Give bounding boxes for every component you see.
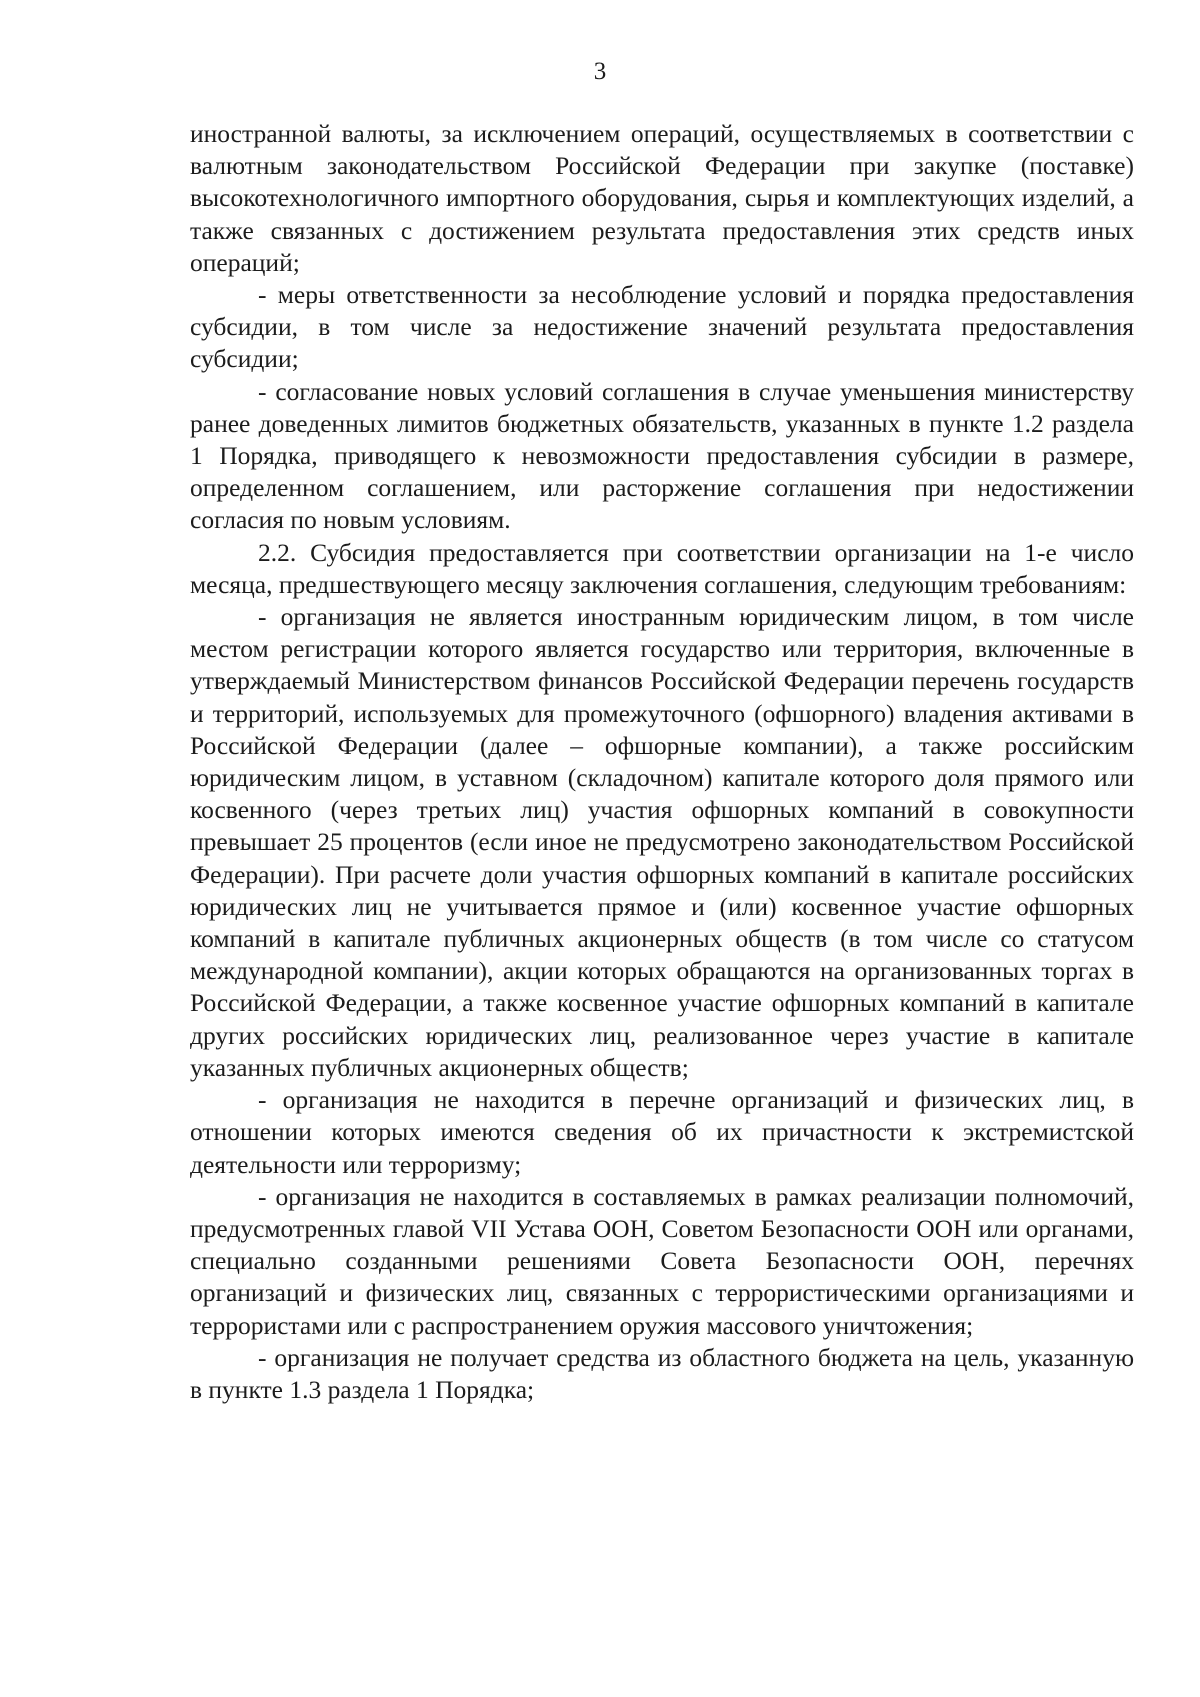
paragraph: иностранной валюты, за исключением операций, осуществляемых в соответствии с валютным законодательством Российской Федерации при закупке (поставке) высокотехнологичного импортного оборудования, сырья и комплектующих изделий, а также связанных с достижением результата предоставления этих средств иных операций;	[190, 119, 1134, 277]
paragraph: - меры ответственности за несоблюдение условий и порядка предоставления субсидии, в том числе за недостижение значений результата предоставления субсидии;	[190, 280, 1134, 374]
document-body	[190, 118, 1134, 1406]
paragraph: - организация не получает средства из областного бюджета на цель, указанную в пункте 1.3 раздела 1 Порядка;	[190, 1342, 1134, 1404]
page-number: 3	[593, 58, 607, 85]
paragraph: - организация не находится в перечне организаций и физических лиц, в отношении которых имеются сведения об их причастности к экстремистской деятельности или терроризму;	[190, 1085, 1134, 1179]
paragraph: - согласование новых условий соглашения в случае уменьшения министерству ранее доведенных лимитов бюджетных обязательств, указанных в пункте 1.2 раздела 1 Порядка, приводящего к невозможности предоставления субсидии в размере, определенном соглашением, или расторжение соглашения при недостижении согласия по новым условиям.	[190, 376, 1134, 535]
paragraph: - организация не является иностранным юридическим лицом, в том числе местом регистрации которого является государство или территория, включенные в утверждаемый Министерством финансов Российской Федерации перечень государств и территорий, используемых для промежуточного (офшорного) владения активами в Российской Федерации (далее – офшорные компании), а также российским юридическим лицом, в уставном (складочном) капитале которого доля прямого или косвенного (через третьих лиц) участия офшорных компаний в совокупности превышает 25 процентов (если иное не предусмотрено законодательством Российской Федерации). При расчете доли участия офшорных компаний в капитале российских юридических лиц не учитывается прямое и (или) косвенное участие офшорных компаний в капитале публичных акционерных обществ (в том числе со статусом международной компании), акции которых обращаются на организованных торгах в Российской Федерации, а также косвенное участие офшорных компаний в капитале других российских юридических лиц, реализованное через участие в капитале указанных публичных акционерных обществ;	[190, 602, 1134, 1082]
paragraph: 2.2. Субсидия предоставляется при соответствии организации на 1-е число месяца, предшествующего месяцу заключения соглашения, следующим требованиям:	[190, 537, 1134, 599]
paragraph: - организация не находится в составляемых в рамках реализации полномочий, предусмотренных главой VII Устава ООН, Советом Безопасности ООН или органами, специально созданными решениями Совета Безопасности ООН, перечнях организаций и физических лиц, связанных с террористическими организациями и террористами или с распространением оружия массового уничтожения;	[190, 1181, 1134, 1340]
